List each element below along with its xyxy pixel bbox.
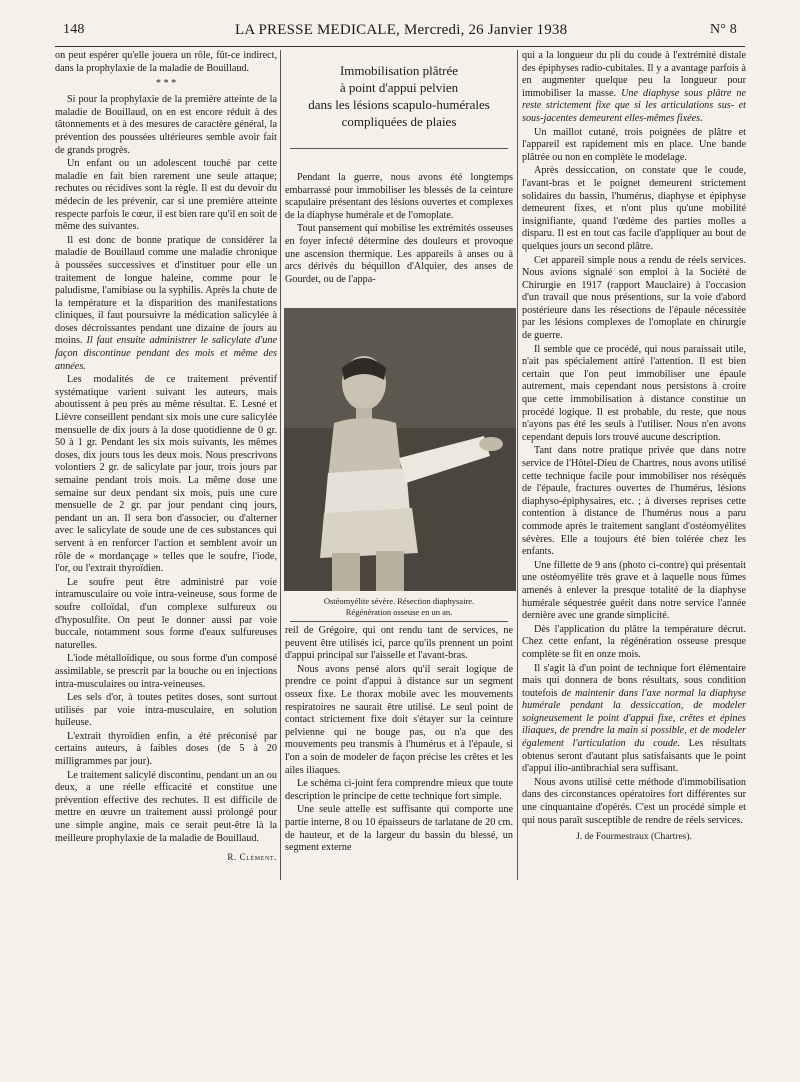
paragraph: L'extrait thyroïdien enfin, a été préconisé par certains auteurs, à faibles doses (de 5 à 20 milligrammes par jour).: [55, 730, 277, 768]
article-title: [285, 62, 513, 130]
paragraph: Les sels d'or, à toutes petites doses, sont surtout utilisés par voie intra-musculaire, en solution huileuse.: [55, 692, 277, 729]
caption-rule: [290, 621, 508, 622]
paragraph: Un enfant ou un adolescent touché par cette maladie en fait bien rarement une seule attaque; rechutes ou récidives sont la règle. Il est du devoir du médecin de les prévenir, car si une première atteinte respecte parfois le cœur, il est bien rare qu'il en soit de même des suivantes.: [55, 158, 277, 233]
issue-number: N° 8: [709, 22, 737, 37]
title-line: dans les lésions scapulo-humérales: [308, 97, 490, 112]
italic-text: Il faut ensuite administrer le salicylate d'une façon discontinue pendant des mois et même des années.: [55, 335, 278, 372]
paragraph: L'iode métalloïdique, ou sous forme d'un composé assimilable, se prescrit par la bouche ou en injections intra-musculaires ou intra-veineuses.: [55, 653, 277, 690]
paragraph: on peut espérer qu'elle jouera un rôle, fût-ce indirect, dans la prophylaxie de la maladie de Bouillaud.: [55, 50, 277, 74]
patient-photo: [284, 308, 516, 591]
text-run: Il s'agit là d'un point de technique fort élémentaire mais qui donnera de bons résultats, sous condition toutefois: [522, 662, 746, 699]
paragraph: [55, 235, 277, 374]
title-line: à point d'appui pelvien: [339, 80, 459, 95]
paragraph: [522, 50, 746, 126]
child-in-cast-illustration: [284, 308, 516, 591]
paragraph: Un maillot cutané, trois poignées de plâtre et l'appareil est rapidement mis en place. Une bande plâtrée ou non en complète le modelage.: [522, 126, 746, 163]
italic-text: de maintenir dans l'axe normal la diaphyse humérale pendant la dessiccation, de modeler soigneusement le point d'appui fixe, crêtes et épines iliaques, de prendre la main si possible, et de modeler également l'articulation du coude.: [522, 687, 747, 750]
author-signature: R. Clément.: [227, 852, 277, 863]
paragraph: Les modalités de ce traitement préventif systématique varient suivant les auteurs, mais aboutissent à peu près au même résultat. E. Lesné et Lièvre conseillent pendant six mois une cure salicylée mensuelle de dix jours à la dose quotidienne de 0 gr. 50 à 1 gr. Pendant les six mois suivants, les mêmes doses, dix jours tous les deux mois. Nous prescrivons volontiers 2 gr. de salicylate par jour, trois jours par semaine pendant trois mois. La même dose une semaine sur deux pendant six mois, puis une cure mensuelle de 2 gr. par jour pendant cinq jours, pendant un an. Il sera bon d'associer, ou d'alterner avec le salicylate de soude une de ces substances qui servent à en renforcer l'action et semblent avoir un rôle de « mordançage » telles que le soufre, l'iode, l'or, ou l'extrait thyroïdien.: [55, 374, 277, 575]
page-number: 148: [63, 22, 85, 37]
photo-caption: [285, 596, 513, 617]
paragraph: reil de Grégoire, qui ont rendu tant de services, ne peuvent être utilisés ici, parce qu'ils prennent un point d'appui principal sur l'aisselle et l'avant-bras.: [285, 625, 513, 662]
paragraph: [522, 663, 746, 776]
page-header: [55, 22, 745, 42]
column-center-top: [285, 172, 513, 287]
caption-line: Régénération osseuse en un an.: [345, 606, 453, 617]
paragraph: Dès l'application du plâtre la température décrut. Chez cette enfant, la régénération osseuse presque complète se fit en onze mois.: [522, 623, 746, 660]
column-left: [55, 50, 277, 864]
paragraph: Une seule attelle est suffisante qui comporte une partie interne, 8 ou 10 épaisseurs de tarlatane de 20 cm. de hauteur, et de la largeur du bassin du blessé, un segment externe: [285, 804, 513, 854]
column-right: [522, 50, 746, 844]
title-line: compliquées de plaies: [341, 114, 457, 129]
paragraph: Nous avons pensé alors qu'il serait logique de prendre ce point d'appui à distance sur un segment osseux fixe. Le thorax mobile avec les mouvements respiratoires ne saurait être utilisé. Le seul point de contact strictement fixe doit s'étayer sur la ceinture pelvienne qui ne bouge pas, ou n'a que des mouvements peu transmis à l'humérus et à l'épaule, si l'on a soin de modeler de façon précise les crêtes et les ailes iliaques.: [285, 663, 513, 776]
paragraph: Si pour la prophylaxie de la première atteinte de la maladie de Bouillaud, on en est encore réduit à des tâtonnements et à des mesures de caractère général, la prévention des poussées ultérieures semble avoir fait de grands progrès.: [55, 94, 277, 156]
text-run: Il est donc de bonne pratique de considérer la maladie de Bouillaud comme une maladie chronique à poussées successives et d'instituer pour elle un traitement de longue haleine, comme pour le paludisme, l'amibiase ou la syphilis. Après la chute de la température et la disparition des manifestations cliniques, il faut poursuivre la médication salicylée à doses décroissantes pendant une dizaine de jours au moins.: [55, 234, 277, 347]
paragraph: Le soufre peut être administré par voie intramusculaire ou voie intra-veineuse, sous forme de soufre colloïdal, d'un complexe sulfureux ou d'hyposulfite. On peut le donner aussi par voie buccale, notamment sous forme d'eaux sulfureuses naturelles.: [55, 576, 277, 651]
paragraph: Une fillette de 9 ans (photo ci-contre) qui présentait une ostéomyélite très grave et à laquelle nous fûmes amenés à enlever la presque totalité de la diaphyse humérale séquestrée guérit dans notre service l'année dernière avec une grande simplicité.: [522, 559, 746, 622]
paragraph: Le schéma ci-joint fera comprendre mieux que toute description le principe de cette technique fort simple.: [285, 778, 513, 802]
text-run: qui a la longueur du pli du coude à l'extrémité distale des épiphyses radio-cubitales. Il y a avantage parfois à en augmenter quelque peu la longueur pour immobiliser la masse.: [522, 50, 746, 99]
paragraph: Il semble que ce procédé, qui nous paraissait utile, n'ait pas spécialement attiré l'attention. Il est bien certain que l'on peut immobiliser une épaule autrement, mais cependant nous persistons à croire que cette immobilisation à distance constitue un procédé logique. Il est probable, du reste, que nous n'ayons pas été les seuls à l'utiliser. Nous n'en avons cependant depuis lors trouvé aucune description.: [522, 343, 746, 443]
paragraph: Pendant la guerre, nous avons été longtemps embarrassé pour immobiliser les blessés de la ceinture scapulaire présentant des lésions ouvertes et complexes de la diaphyse humérale et de l'omoplate.: [285, 172, 513, 221]
header-rule: [55, 46, 745, 47]
paragraph: Nous avons utilisé cette méthode d'immobilisation dans des circonstances opératoires fort différentes sur une cinquantaine d'opérés. C'est un procédé simple et qui nous paraît susceptible de rendre de réels services.: [522, 776, 746, 826]
title-rule: [290, 148, 508, 149]
paragraph: Tout pansement qui mobilise les extrémités osseuses en foyer infecté détermine des douleurs et provoque une ascension thermique. Les appareils à anses ou à arcs dérivés du béquillon d'Alquier, des anses de Gourdet, ou de l'appa-: [285, 223, 513, 285]
column-divider: [280, 50, 281, 880]
title-line: Immobilisation plâtrée: [339, 63, 459, 78]
column-center-bottom: [285, 625, 513, 856]
paragraph: Après dessiccation, on constate que le coude, l'avant-bras et le poignet demeurent strictement solidaires du bassin, l'humérus, diaphyse et épiphyse demeurent fixes, et n'ont plus qu'une mobilité insignifiante, quand l'œdème des parties molles a disparu. Il est en tout cas facile d'appliquer au bout de quelques jours un second plâtre.: [522, 165, 746, 252]
section-separator: * * *: [155, 78, 177, 90]
paragraph: Le traitement salicylé discontinu, pendant un an ou deux, a une réelle efficacité et constitue une prévention effective des rechutes. Il est difficile de mettre en œuvre un traitement aussi prolongé pour une simple angine, mais ce serait peut-être là la meilleure prophylaxie de la maladie de Bouillaud.: [55, 769, 277, 844]
journal-title: LA PRESSE MEDICALE, Mercredi, 26 Janvier 1938: [235, 22, 568, 38]
paragraph: Tant dans notre pratique privée que dans notre service de l'Hôtel-Dieu de Chartres, nous avons utilisé cette technique facile pour immobiliser nos résèqués de l'épaule, fractures ouvertes de l'humérus, lésions diaphyso-épiphysaires, etc. ; à diverses reprises cette contention à distance de l'humérus nous a paru commode après le traitement sanglant d'ostéomyélites sévères. Elle a toujours été bien tolérée chez les enfants.: [522, 445, 746, 558]
paragraph: Cet appareil simple nous a rendu de réels services. Nous avions signalé son emploi à la Société de Chirurgie en 1917 (rapport Mauclaire) à l'occasion d'un travail que nous présentions, sur la voie d'abord postérieure dans les résections de l'épaule nécessitée par les lésions complexes de l'omoplate en chirurgie de guerre.: [522, 254, 746, 342]
text-run: Les résultats obtenus seront d'autant plus satisfaisants que le point d'appui ilio-antibrachial sera suffisant.: [522, 738, 746, 775]
column-divider: [517, 50, 518, 880]
italic-text: Une diaphyse sous plâtre ne reste strictement fixe que si les articulations sus- et sous-jacentes demeurent elles-mêmes fixées.: [522, 87, 746, 124]
caption-line: Ostéomyélite sévère. Résection diaphysaire.: [323, 596, 475, 606]
author-signature: J. de Fourmestraux (Chartres).: [576, 832, 692, 843]
